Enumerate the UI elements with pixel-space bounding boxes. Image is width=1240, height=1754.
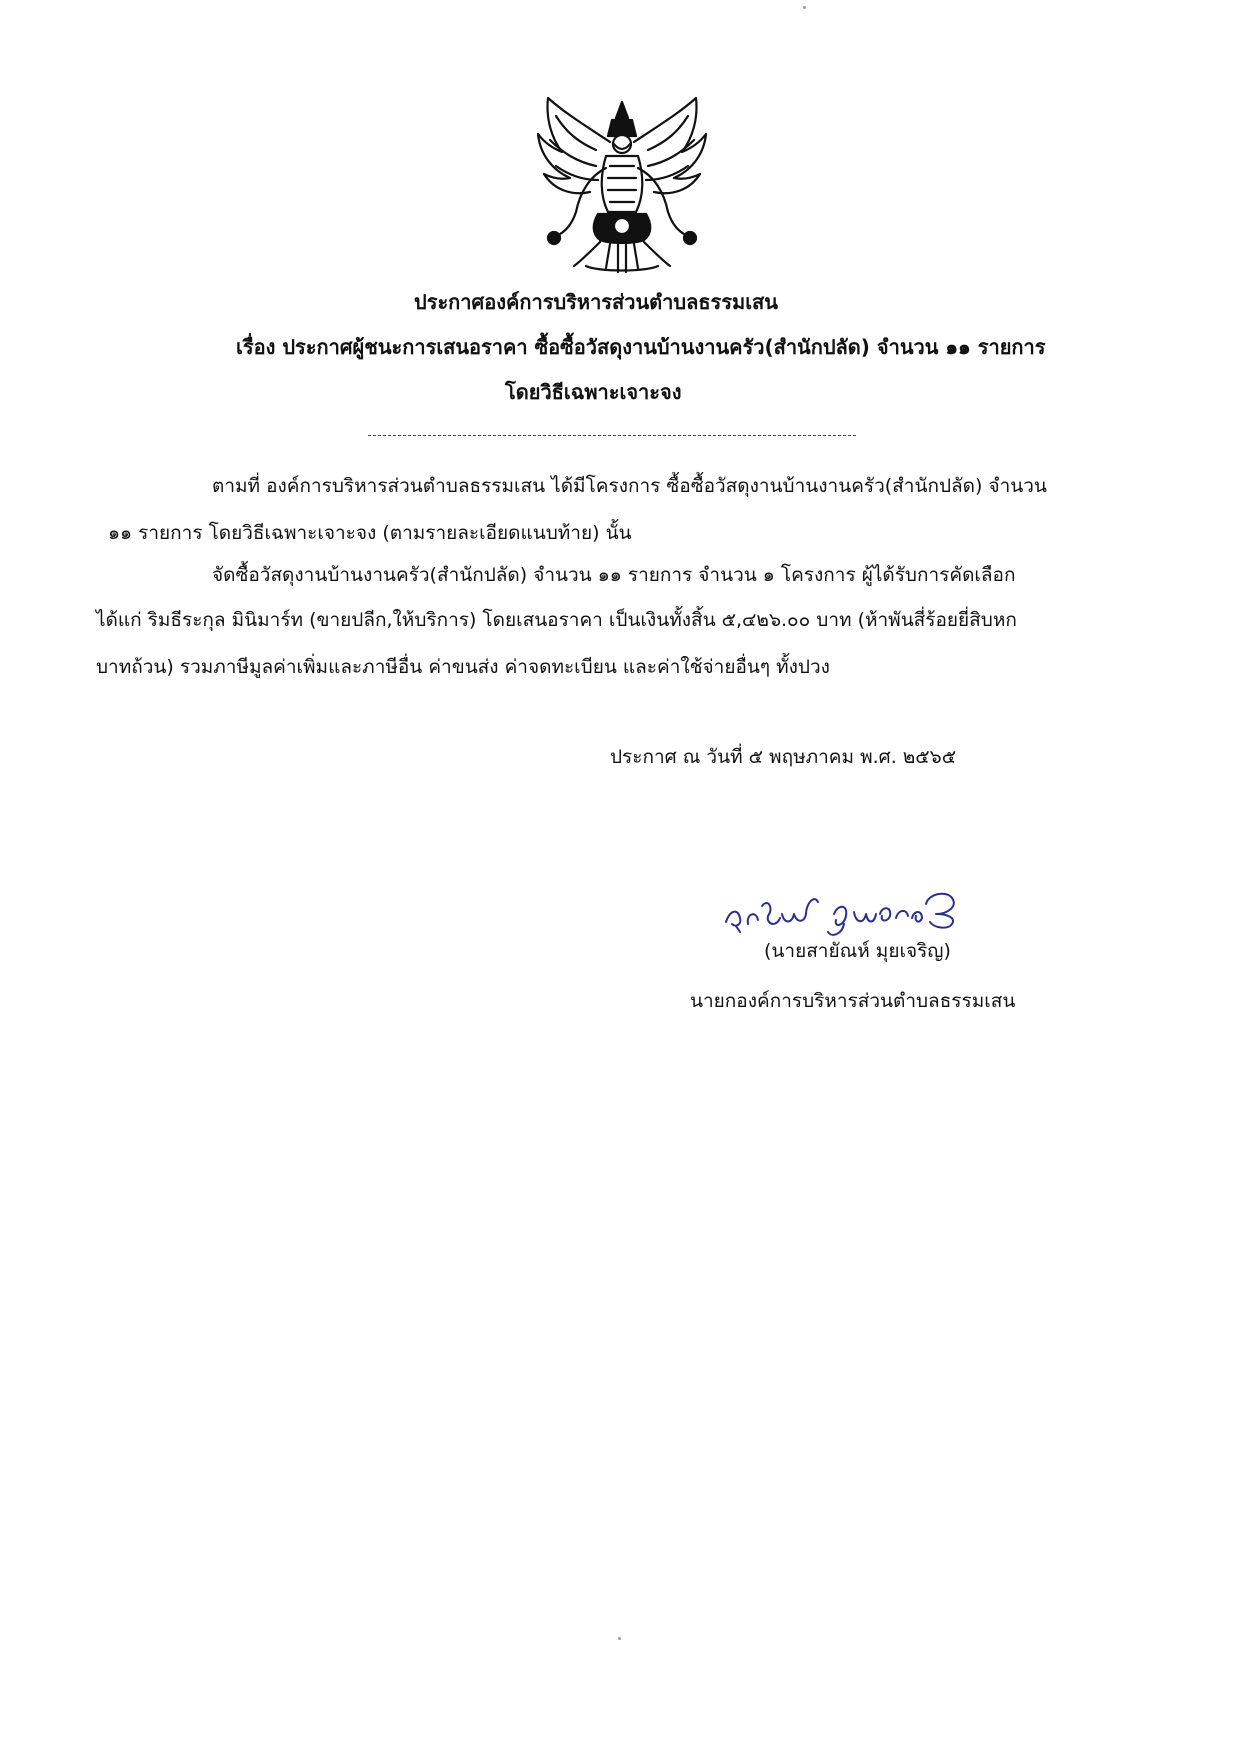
signatory-name: (นายสายัณห์ มุยเจริญ) [764, 940, 951, 962]
announcement-date: ประกาศ ณ วันที่ ๕ พฤษภาคม พ.ศ. ๒๕๖๕ [610, 746, 957, 768]
garuda-emblem-icon [526, 96, 718, 274]
procurement-method: โดยวิธีเฉพาะเจาะจง [505, 380, 682, 404]
dashed-divider [368, 435, 856, 436]
body-paragraph-line: ได้แก่ ริมธีระกุล มินิมาร์ท (ขายปลีก,ให้บริการ) โดยเสนอราคา เป็นเงินทั้งสิ้น ๕,๔๒๖.๐๐ บาท (ห้าพันสี่ร้อยยี่สิบหก [96, 609, 1017, 631]
scan-speck [803, 6, 806, 9]
announcement-subject: เรื่อง ประกาศผู้ชนะการเสนอราคา ซื้อซื้อวัสดุงานบ้านงานครัว(สำนักปลัด) จำนวน ๑๑ รายการ [236, 335, 1046, 359]
signatory-position: นายกองค์การบริหารส่วนตำบลธรรมเสน [690, 990, 1016, 1012]
body-paragraph-line: จัดซื้อวัสดุงานบ้านงานครัว(สำนักปลัด) จำนวน ๑๑ รายการ จำนวน ๑ โครงการ ผู้ได้รับการคัดเลือก [212, 564, 1016, 586]
handwritten-signature [722, 884, 984, 940]
body-paragraph-line: บาทถ้วน) รวมภาษีมูลค่าเพิ่มและภาษีอื่น ค่าขนส่ง ค่าจดทะเบียน และค่าใช้จ่ายอื่นๆ ทั้งปวง [96, 656, 830, 678]
announcement-organization-title: ประกาศองค์การบริหารส่วนตำบลธรรมเสน [414, 290, 778, 314]
body-paragraph-line: ๑๑ รายการ โดยวิธีเฉพาะเจาะจง (ตามรายละเอียดแนบท้าย) นั้น [108, 522, 632, 544]
scan-speck [618, 1637, 621, 1640]
body-paragraph-line: ตามที่ องค์การบริหารส่วนตำบลธรรมเสน ได้มีโครงการ ซื้อซื้อวัสดุงานบ้านงานครัว(สำนักปลัด) จำนวน [212, 475, 1047, 497]
